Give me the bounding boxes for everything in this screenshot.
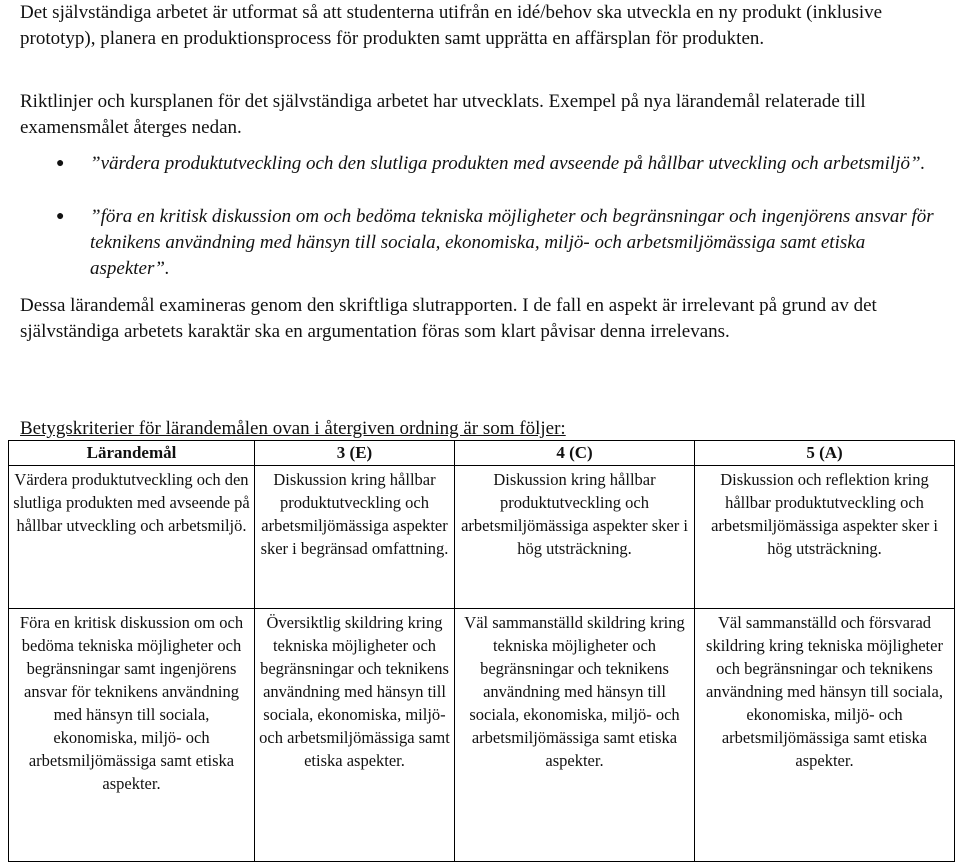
grading-criteria-table [8, 440, 955, 862]
table-cell: Diskussion kring hållbar produktutveckling och arbetsmiljömässiga aspekter sker i hög utsträckning. [455, 466, 695, 609]
table-header-row [9, 441, 955, 466]
table-cell: Diskussion och reflektion kring hållbar produktutveckling och arbetsmiljömässiga aspekter sker i hög utsträckning. [695, 466, 955, 609]
header-grade-c: 4 (C) [455, 441, 695, 466]
learning-goal-2: ”föra en kritisk diskussion om och bedöma tekniska möjligheter och begränsningar och ingenjörens ansvar för teknikens användning med hänsyn till sociala, ekonomiska, miljö- och arbetsmiljömässiga samt etiska aspekter”. [90, 206, 934, 279]
examination-paragraph: Dessa lärandemål examineras genom den skriftliga slutrapporten. I de fall en aspekt är irrelevant på grund av det självständiga arbetets karaktär ska en argumentation föras som klart påvisar denna irrelevans. [20, 295, 877, 342]
bullet-dot-icon: ● [56, 156, 65, 171]
table-heading: Betygskriterier för lärandemålen ovan i återgiven ordning är som följer: [20, 418, 566, 439]
intro-paragraph-1: Det självständiga arbetet är utformat så att studenterna utifrån en idé/behov ska utveckla en ny produkt (inklusive prototyp), planera en produktionsprocess för produkten samt upprätta en affärsplan för produkten. [20, 2, 883, 49]
table-cell: Översiktlig skildring kring tekniska möjligheter och begränsningar och teknikens användning med hänsyn till sociala, ekonomiska, miljö- och arbetsmiljömässiga samt etiska aspekter. [255, 609, 455, 862]
header-learning-goal: Lärandemål [9, 441, 255, 466]
header-grade-e: 3 (E) [255, 441, 455, 466]
table-cell: Väl sammanställd och försvarad skildring kring tekniska möjligheter och begränsningar och teknikens användning med hänsyn till sociala, ekonomiska, miljö- och arbetsmiljömässiga samt etiska aspekter. [695, 609, 955, 862]
header-grade-a: 5 (A) [695, 441, 955, 466]
table-cell: Värdera produktutveckling och den slutliga produkten med avseende på hållbar utveckling och arbetsmiljö. [9, 466, 255, 609]
table-row [9, 609, 955, 862]
table-cell: Föra en kritisk diskussion om och bedöma tekniska möjligheter och begränsningar samt ingenjörens ansvar för teknikens användning med hänsyn till sociala, ekonomiska, miljö- och arbetsmiljömässiga samt etiska aspekter. [9, 609, 255, 862]
table-cell: Väl sammanställd skildring kring tekniska möjligheter och begränsningar och teknikens användning med hänsyn till sociala, ekonomiska, miljö- och arbetsmiljömässiga samt etiska aspekter. [455, 609, 695, 862]
table-cell: Diskussion kring hållbar produktutveckling och arbetsmiljömässiga aspekter sker i begränsad omfattning. [255, 466, 455, 609]
bullet-dot-icon: ● [56, 209, 65, 224]
learning-goal-1: ”värdera produktutveckling och den slutliga produkten med avseende på hållbar utveckling och arbetsmiljö”. [90, 153, 926, 174]
table-row [9, 466, 955, 609]
intro-paragraph-2: Riktlinjer och kursplanen för det självständiga arbetet har utvecklats. Exempel på nya lärandemål relaterade till examensmålet återges nedan. [20, 91, 866, 138]
